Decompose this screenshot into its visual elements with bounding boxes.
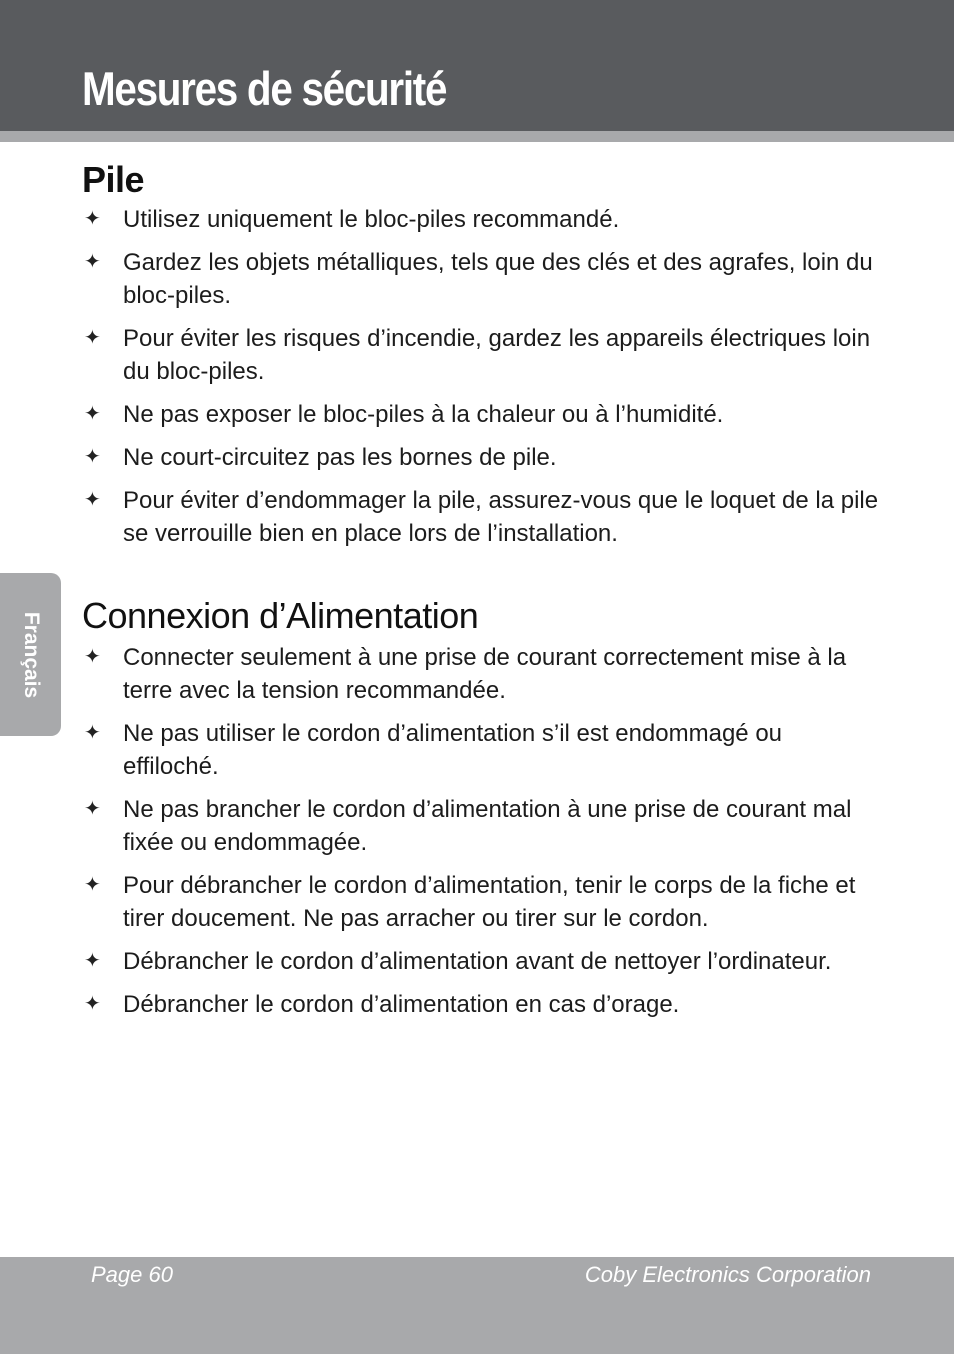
list-item: ✦ Pour éviter les risques d’incendie, gardez les appareils électriques loin du bloc-piles.: [82, 322, 882, 388]
star-bullet-icon: ✦: [84, 798, 101, 821]
star-bullet-icon: ✦: [84, 251, 101, 274]
page-title: Mesures de sécurité: [82, 62, 447, 115]
star-bullet-icon: ✦: [84, 646, 101, 669]
section-heading-battery: Pile: [82, 159, 145, 200]
star-bullet-icon: ✦: [84, 993, 101, 1016]
section-battery: [82, 158, 882, 560]
list-item: ✦ Débrancher le cordon d’alimentation avant de nettoyer l’ordinateur.: [82, 945, 882, 978]
list-item: ✦ Connecter seulement à une prise de courant correctement mise à la terre avec la tension recommandée.: [82, 641, 882, 707]
page-number: Page 60: [91, 1262, 173, 1287]
list-item: ✦ Pour débrancher le cordon d’alimentation, tenir le corps de la fiche et tirer doucement. Ne pas arracher ou tirer sur le cordon.: [82, 869, 882, 935]
list-item: ✦ Ne pas brancher le cordon d’alimentation à une prise de courant mal fixée ou endommagée.: [82, 793, 882, 859]
star-bullet-icon: ✦: [84, 446, 101, 469]
list-item: ✦ Débrancher le cordon d’alimentation en cas d’orage.: [82, 988, 882, 1021]
section-heading-power: Connexion d’Alimentation: [82, 595, 479, 636]
list-item: ✦ Pour éviter d’endommager la pile, assurez-vous que le loquet de la pile se verrouille bien en place lors de l’installation.: [82, 484, 882, 550]
star-bullet-icon: ✦: [84, 874, 101, 897]
company-name: Coby Electronics Corporation: [584, 1262, 871, 1287]
star-bullet-icon: ✦: [84, 208, 101, 231]
language-tab-label: Français: [20, 611, 43, 698]
star-bullet-icon: ✦: [84, 489, 101, 512]
battery-list: [82, 203, 882, 550]
list-item: ✦ Utilisez uniquement le bloc-piles recommandé.: [82, 203, 882, 236]
list-item: ✦ Ne pas utiliser le cordon d’alimentation s’il est endommagé ou effiloché.: [82, 717, 882, 783]
list-item: ✦ Ne pas exposer le bloc-piles à la chaleur ou à l’humidité.: [82, 398, 882, 431]
star-bullet-icon: ✦: [84, 327, 101, 350]
list-item: ✦ Ne court-circuitez pas les bornes de pile.: [82, 441, 882, 474]
header-band: [0, 131, 954, 142]
list-item: ✦ Gardez les objets métalliques, tels que des clés et des agrafes, loin du bloc-piles.: [82, 246, 882, 312]
star-bullet-icon: ✦: [84, 403, 101, 426]
section-power: [82, 594, 882, 1031]
language-tab: [0, 573, 61, 736]
power-list: [82, 641, 882, 1021]
star-bullet-icon: ✦: [84, 722, 101, 745]
star-bullet-icon: ✦: [84, 950, 101, 973]
